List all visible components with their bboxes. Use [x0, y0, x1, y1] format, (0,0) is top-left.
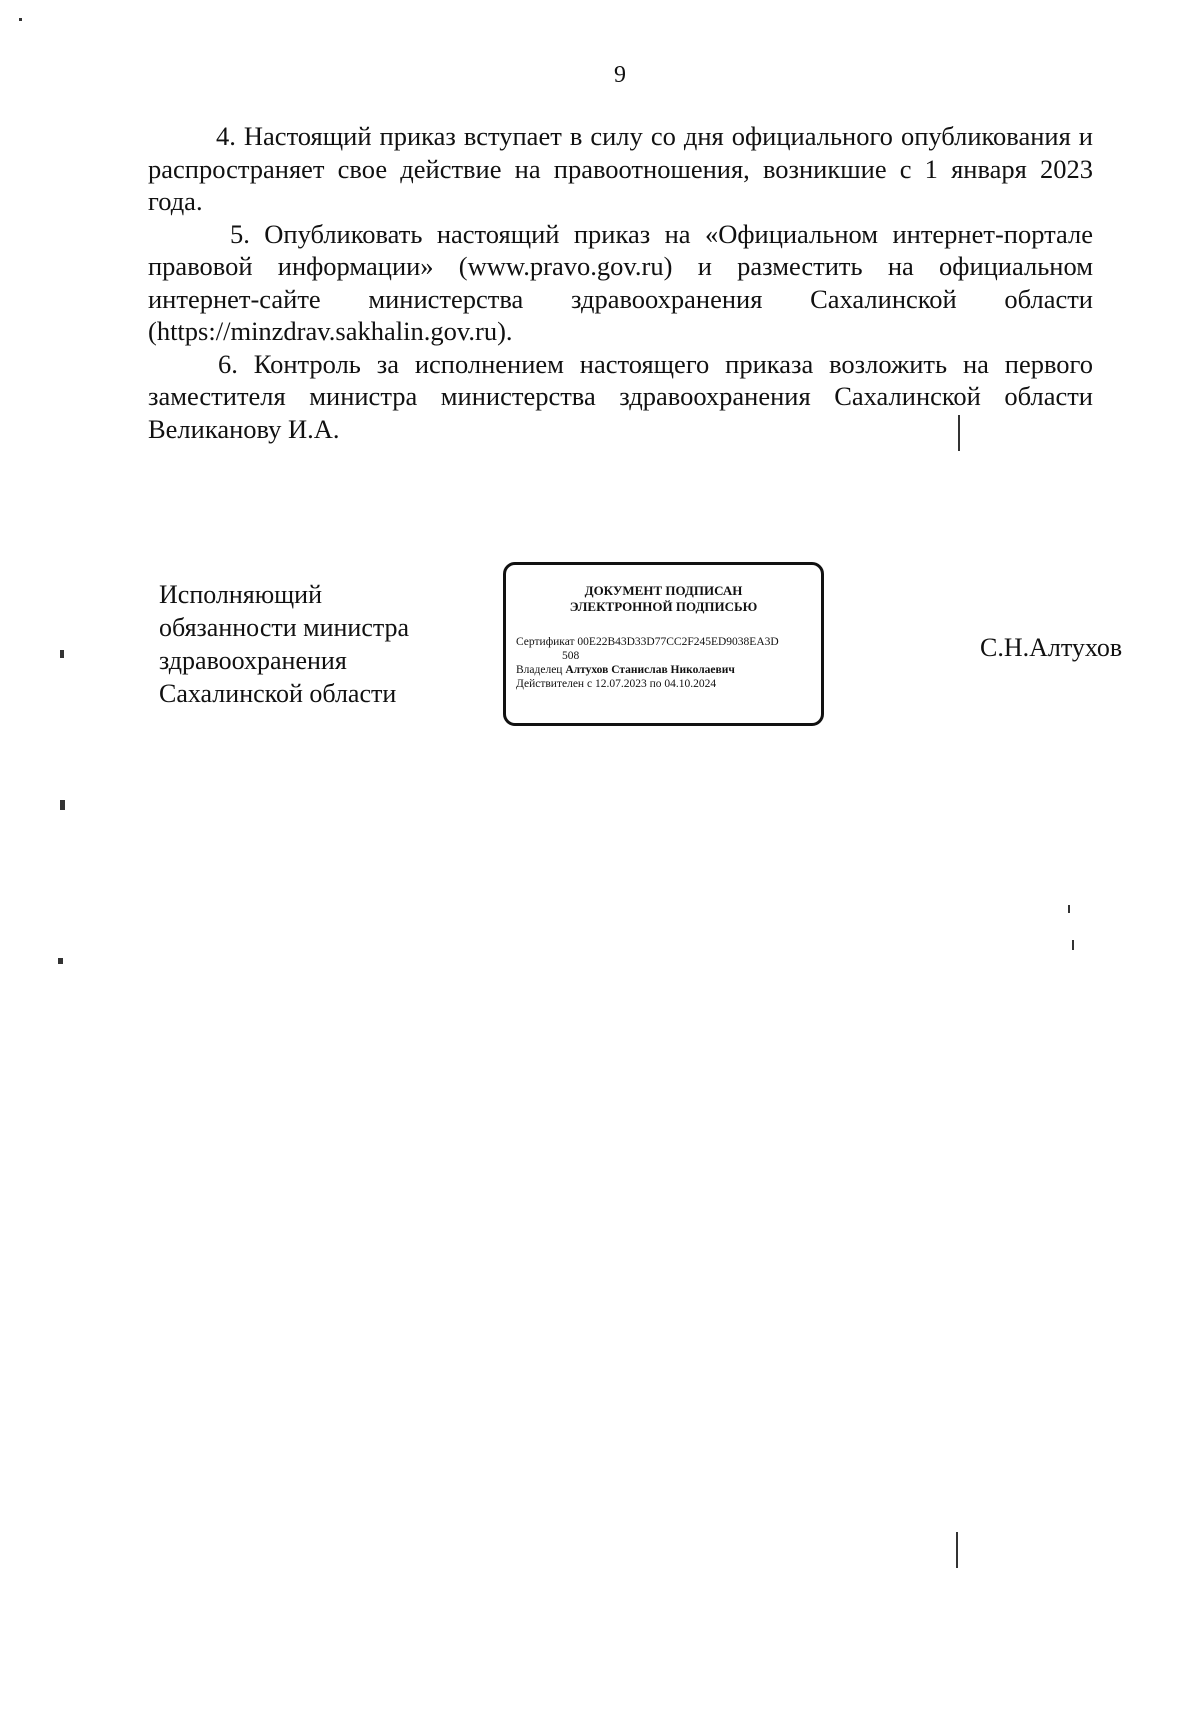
stamp-cert-value-cont: 508 — [562, 650, 580, 662]
scan-speck — [1072, 940, 1074, 950]
paragraph-5: 5. Опубликовать настоящий приказ на «Официальном интернет-портале правовой информации» (www.pravo.gov.ru) и разместить на официальном интернет-сайте министерства здравоохранения Сахалинской области (https://minzdrav.sakhalin.gov.ru). — [148, 218, 1093, 346]
order-body-text — [148, 120, 1093, 445]
signatory-position — [159, 578, 409, 710]
paragraph-4: 4. Настоящий приказ вступает в силу со дня официального опубликования и распространяет свое действие на правоотношения, возникшие с 1 января 2023 года. — [148, 121, 1093, 216]
scan-speck — [60, 650, 64, 658]
scan-mark — [958, 415, 960, 451]
signer-name: С.Н.Алтухов — [980, 633, 1123, 662]
electronic-signature-stamp — [503, 562, 824, 726]
signatory-line-1: Исполняющий — [159, 580, 323, 609]
stamp-validity: Действителен с 12.07.2023 по 04.10.2024 — [516, 678, 717, 690]
scan-speck — [19, 18, 22, 21]
signatory-line-2: обязанности министра — [159, 613, 410, 642]
scan-speck — [60, 800, 65, 810]
stamp-owner — [516, 663, 811, 677]
stamp-title-line-2: ЭЛЕКТРОННОЙ ПОДПИСЬЮ — [569, 599, 758, 614]
stamp-owner-name: Алтухов Станислав Николаевич — [565, 664, 735, 676]
page-number: 9 — [614, 62, 626, 88]
stamp-title-line-1: ДОКУМЕНТ ПОДПИСАН — [584, 583, 743, 598]
scan-speck — [58, 958, 63, 964]
signatory-line-4: Сахалинской области — [159, 679, 397, 708]
scan-mark — [956, 1532, 958, 1568]
stamp-cert-label: Сертификат — [516, 636, 575, 648]
stamp-owner-label: Владелец — [516, 664, 563, 676]
paragraph-6: 6. Контроль за исполнением настоящего приказа возложить на первого заместителя министра министерства здравоохранения Сахалинской области Великанову И.А. — [148, 348, 1093, 444]
stamp-cert-value: 00E22B43D33D77CC2F245ED9038EA3D — [577, 636, 779, 648]
scan-speck — [1068, 905, 1070, 913]
signatory-line-3: здравоохранения — [159, 646, 347, 675]
stamp-certificate — [516, 635, 811, 649]
